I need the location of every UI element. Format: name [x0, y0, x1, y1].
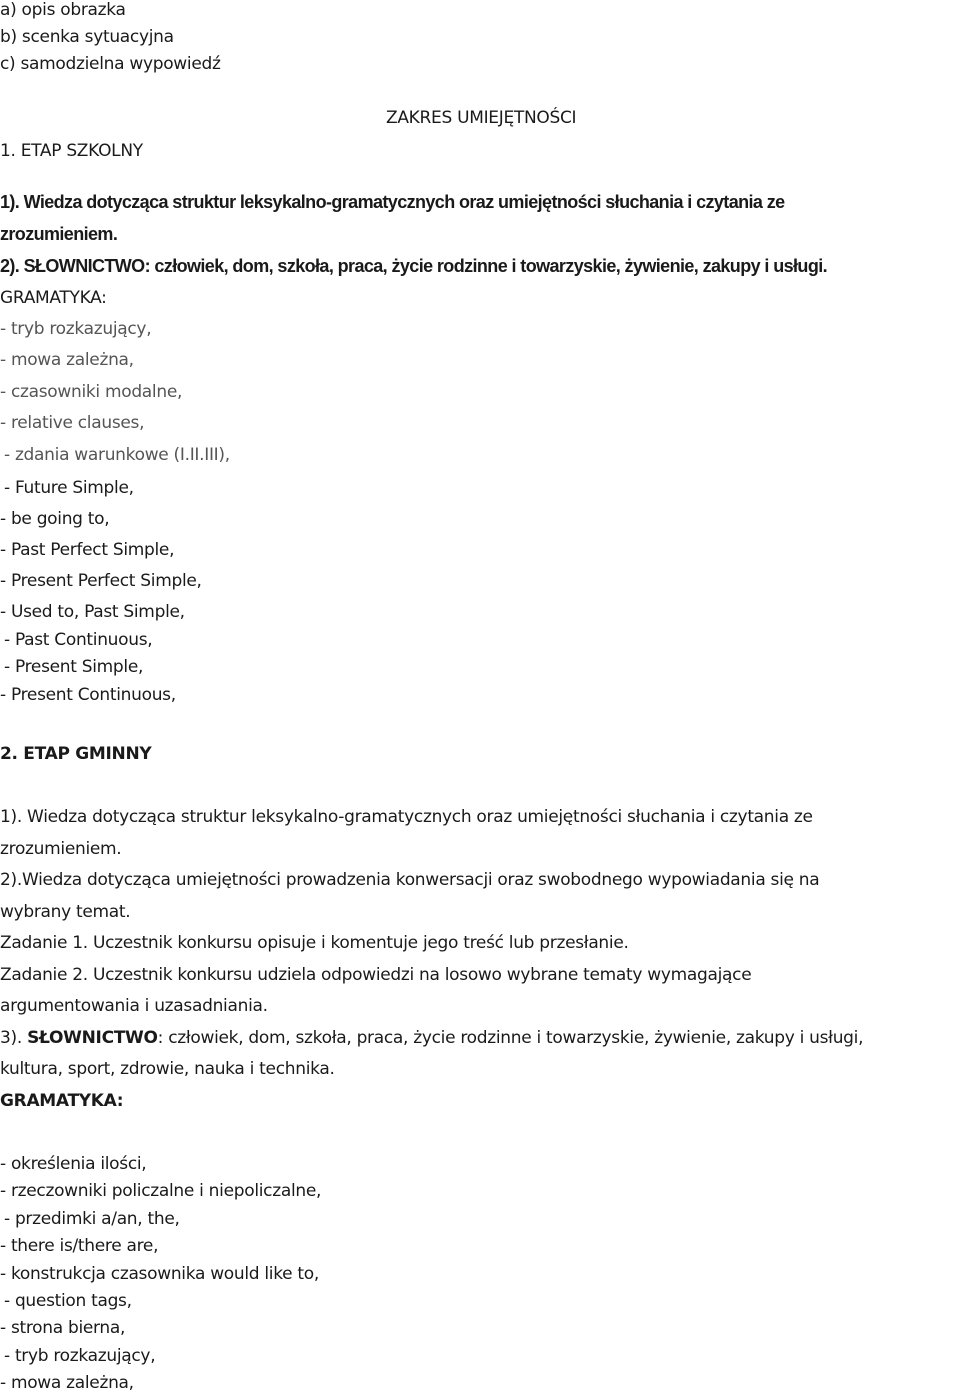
- stage1-point1-line2: zrozumieniem.: [0, 224, 118, 244]
- list-item: - Present Perfect Simple,: [0, 571, 202, 591]
- point3-text: : człowiek, dom, szkoła, praca, życie rodzinne i towarzyskie, żywienie, zakupy i usługi,: [157, 1028, 864, 1048]
- section-heading: ZAKRES UMIEJĘTNOŚCI: [386, 108, 577, 128]
- stage1-title: 1. ETAP SZKOLNY: [0, 141, 143, 161]
- stage2-point1-line2: zrozumieniem.: [0, 839, 122, 859]
- list-item: - tryb rozkazujący,: [0, 319, 152, 339]
- point3-prefix: 3).: [0, 1028, 28, 1048]
- intro-option-b: b) scenka sytuacyjna: [0, 27, 174, 47]
- list-item: - przedimki a/an, the,: [4, 1209, 180, 1229]
- list-item: - konstrukcja czasownika would like to,: [0, 1264, 320, 1284]
- list-item: - mowa zależna,: [0, 1373, 134, 1393]
- stage2-point3-line2: kultura, sport, zdrowie, nauka i technika.: [0, 1059, 335, 1079]
- list-item: - strona bierna,: [0, 1318, 126, 1338]
- list-item: - Present Continuous,: [0, 685, 176, 705]
- list-item: - Present Simple,: [4, 657, 144, 677]
- list-item: - relative clauses,: [0, 413, 145, 433]
- stage2-point1-line1: 1). Wiedza dotycząca struktur leksykalno-gramatycznych oraz umiejętności słuchania i czytania ze: [0, 807, 813, 827]
- list-item: - be going to,: [0, 509, 110, 529]
- list-item: - rzeczowniki policzalne i niepoliczalne,: [0, 1181, 322, 1201]
- stage1-point2: 2). SŁOWNICTWO: człowiek, dom, szkoła, praca, życie rodzinne i towarzyskie, żywienie, zakupy i usługi.: [0, 256, 828, 276]
- list-item: - Used to, Past Simple,: [0, 602, 185, 622]
- stage2-task1: Zadanie 1. Uczestnik konkursu opisuje i komentuje jego treść lub przesłanie.: [0, 933, 629, 953]
- stage2-grammar-label: GRAMATYKA:: [0, 1091, 124, 1111]
- list-item: - określenia ilości,: [0, 1154, 147, 1174]
- stage2-point2-line2: wybrany temat.: [0, 902, 131, 922]
- intro-option-a: a) opis obrazka: [0, 0, 126, 20]
- stage2-task2-line2: argumentowania i uzasadniania.: [0, 996, 268, 1016]
- list-item: - mowa zależna,: [0, 350, 134, 370]
- list-item: - zdania warunkowe (I.II.III),: [4, 445, 230, 465]
- list-item: - tryb rozkazujący,: [4, 1346, 156, 1366]
- list-item: - czasowniki modalne,: [0, 382, 183, 402]
- list-item: - question tags,: [4, 1291, 132, 1311]
- intro-option-c: c) samodzielna wypowiedź: [0, 54, 221, 74]
- stage2-point3-line1: [0, 1026, 863, 1050]
- stage2-point2-line1: 2).Wiedza dotycząca umiejętności prowadzenia konwersacji oraz swobodnego wypowiadania się na: [0, 870, 820, 890]
- stage1-grammar-label: GRAMATYKA:: [0, 288, 107, 308]
- vocabulary-label: SŁOWNICTWO: [27, 1028, 158, 1048]
- list-item: - Future Simple,: [4, 478, 134, 498]
- stage1-point1-line1: 1). Wiedza dotycząca struktur leksykalno-gramatycznych oraz umiejętności słuchania i czytania ze: [0, 192, 785, 212]
- stage2-title: 2. ETAP GMINNY: [0, 744, 152, 764]
- list-item: - Past Perfect Simple,: [0, 540, 175, 560]
- list-item: - Past Continuous,: [4, 630, 153, 650]
- list-item: - there is/there are,: [0, 1236, 159, 1256]
- stage2-task2-line1: Zadanie 2. Uczestnik konkursu udziela odpowiedzi na losowo wybrane tematy wymagające: [0, 965, 752, 985]
